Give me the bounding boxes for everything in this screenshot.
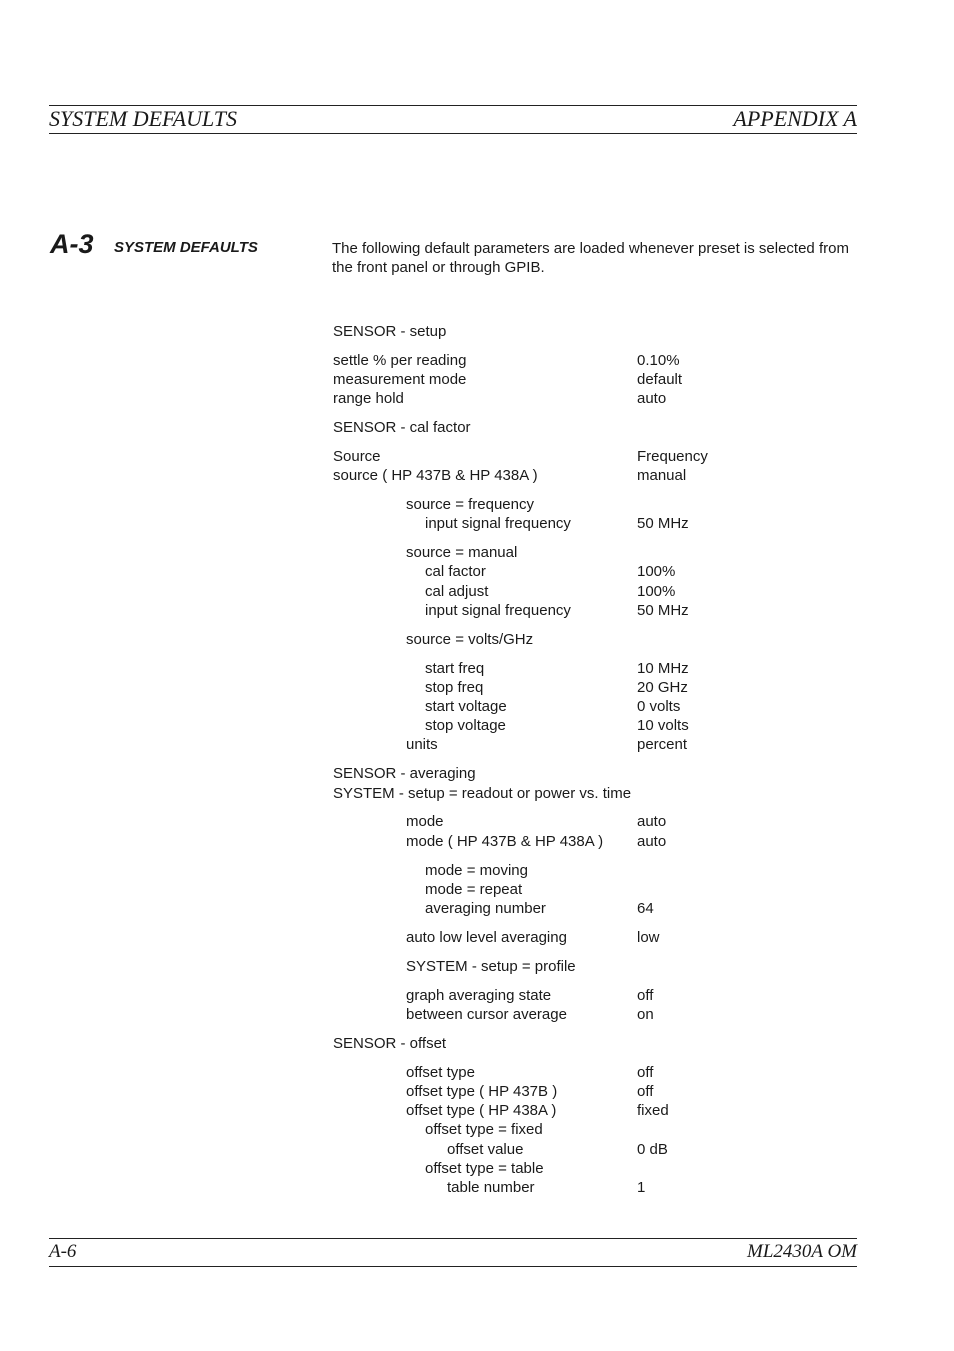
section-title: SYSTEM DEFAULTS <box>114 239 258 256</box>
parameter-label: units <box>406 736 438 753</box>
table-row <box>0 1034 954 1054</box>
parameter-value: low <box>637 929 660 946</box>
header-title: SYSTEM DEFAULTS <box>49 106 238 131</box>
table-row <box>0 1159 954 1179</box>
table-row <box>0 957 954 977</box>
section-number: A-3 <box>50 229 94 259</box>
table-row <box>0 659 954 679</box>
parameter-label: cal factor <box>425 563 486 580</box>
table-row <box>0 466 954 486</box>
table-row <box>0 716 954 736</box>
parameter-label: range hold <box>333 390 404 407</box>
parameter-value: 10 volts <box>637 717 689 734</box>
table-row <box>0 1082 954 1102</box>
parameter-value: manual <box>637 467 687 484</box>
parameter-label: mode ( HP 437B & HP 438A ) <box>406 833 604 850</box>
footer-bottom-rule <box>49 1266 857 1267</box>
table-row <box>0 351 954 371</box>
parameter-label: table number <box>447 1179 535 1196</box>
table-row <box>0 495 954 515</box>
table-row <box>0 601 954 621</box>
table-row <box>0 697 954 717</box>
parameter-value: 64 <box>637 900 654 917</box>
table-row <box>0 764 954 784</box>
parameter-label: offset type ( HP 438A ) <box>406 1102 557 1119</box>
parameter-value: 10 MHz <box>637 660 689 677</box>
parameter-label: SENSOR - offset <box>333 1035 447 1052</box>
table-row <box>0 899 954 919</box>
table-row <box>0 832 954 852</box>
parameter-value: 1 <box>637 1179 646 1196</box>
table-row <box>0 582 954 602</box>
parameter-label: SENSOR - averaging <box>333 765 476 782</box>
table-row <box>0 418 954 438</box>
parameter-label: SYSTEM - setup = readout or power vs. time <box>333 785 632 802</box>
parameter-value: 100% <box>637 563 676 580</box>
parameter-label: Source <box>333 448 381 465</box>
parameter-value: 50 MHz <box>637 515 689 532</box>
parameter-label: start voltage <box>425 698 507 715</box>
parameter-label: mode = moving <box>425 862 528 879</box>
parameter-value: 0 volts <box>637 698 681 715</box>
table-row <box>0 543 954 563</box>
parameter-label: source = frequency <box>406 496 534 513</box>
parameter-value: auto <box>637 833 667 850</box>
parameter-label: offset type = table <box>425 1160 544 1177</box>
parameter-label: between cursor average <box>406 1006 567 1023</box>
table-row <box>0 986 954 1006</box>
parameter-label: source = volts/GHz <box>406 631 534 648</box>
parameter-label: auto low level averaging <box>406 929 567 946</box>
table-row <box>0 370 954 390</box>
table-row <box>0 880 954 900</box>
parameter-value: off <box>637 987 654 1004</box>
parameter-value: on <box>637 1006 654 1023</box>
parameter-value: off <box>637 1083 654 1100</box>
parameter-label: start freq <box>425 660 485 677</box>
parameter-value: auto <box>637 390 667 407</box>
table-row <box>0 322 954 342</box>
parameter-label: settle % per reading <box>333 352 467 369</box>
table-row <box>0 514 954 534</box>
parameter-label: stop voltage <box>425 717 506 734</box>
table-row <box>0 562 954 582</box>
table-row <box>0 1005 954 1025</box>
parameter-label: cal adjust <box>425 583 489 600</box>
footer-page-number: A-6 <box>49 1241 77 1262</box>
table-row <box>0 389 954 409</box>
parameter-label: stop freq <box>425 679 484 696</box>
parameter-value: 0 dB <box>637 1141 668 1158</box>
parameter-value: Frequency <box>637 448 708 465</box>
table-row <box>0 678 954 698</box>
table-row <box>0 1101 954 1121</box>
table-row <box>0 812 954 832</box>
parameter-value: fixed <box>637 1102 669 1119</box>
table-row <box>0 447 954 467</box>
parameter-value: auto <box>637 813 667 830</box>
parameter-value: default <box>637 371 683 388</box>
parameter-label: mode = repeat <box>425 881 523 898</box>
parameter-label: measurement mode <box>333 371 467 388</box>
section-intro: The following default parameters are loaded whenever preset is selected from the front panel or through GPIB. <box>332 240 849 276</box>
table-row <box>0 1178 954 1198</box>
parameter-label: offset type <box>406 1064 475 1081</box>
header-appendix: APPENDIX A <box>733 106 857 131</box>
parameter-label: input signal frequency <box>425 602 571 619</box>
parameter-value: 20 GHz <box>637 679 688 696</box>
parameter-label: mode <box>406 813 444 830</box>
parameter-value: 50 MHz <box>637 602 689 619</box>
table-row <box>0 735 954 755</box>
parameter-label: SENSOR - setup <box>333 323 447 340</box>
parameter-label: source ( HP 437B & HP 438A ) <box>333 467 538 484</box>
parameter-value: 0.10% <box>637 352 680 369</box>
parameter-value: 100% <box>637 583 676 600</box>
table-row <box>0 630 954 650</box>
parameter-value: percent <box>637 736 688 753</box>
parameter-label: SYSTEM - setup = profile <box>406 958 576 975</box>
parameter-label: offset type = fixed <box>425 1121 543 1138</box>
table-row <box>0 928 954 948</box>
parameter-label: source = manual <box>406 544 518 561</box>
parameter-label: SENSOR - cal factor <box>333 419 471 436</box>
parameter-label: averaging number <box>425 900 546 917</box>
footer-manual-name: ML2430A OM <box>747 1241 857 1262</box>
parameter-label: graph averaging state <box>406 987 552 1004</box>
table-row <box>0 1063 954 1083</box>
table-row <box>0 861 954 881</box>
table-row <box>0 1140 954 1160</box>
table-row <box>0 784 954 804</box>
parameter-label: input signal frequency <box>425 515 571 532</box>
parameter-value: off <box>637 1064 654 1081</box>
table-row <box>0 1120 954 1140</box>
parameter-label: offset type ( HP 437B ) <box>406 1083 558 1100</box>
footer-top-rule <box>49 1238 857 1239</box>
parameter-label: offset value <box>447 1141 524 1158</box>
